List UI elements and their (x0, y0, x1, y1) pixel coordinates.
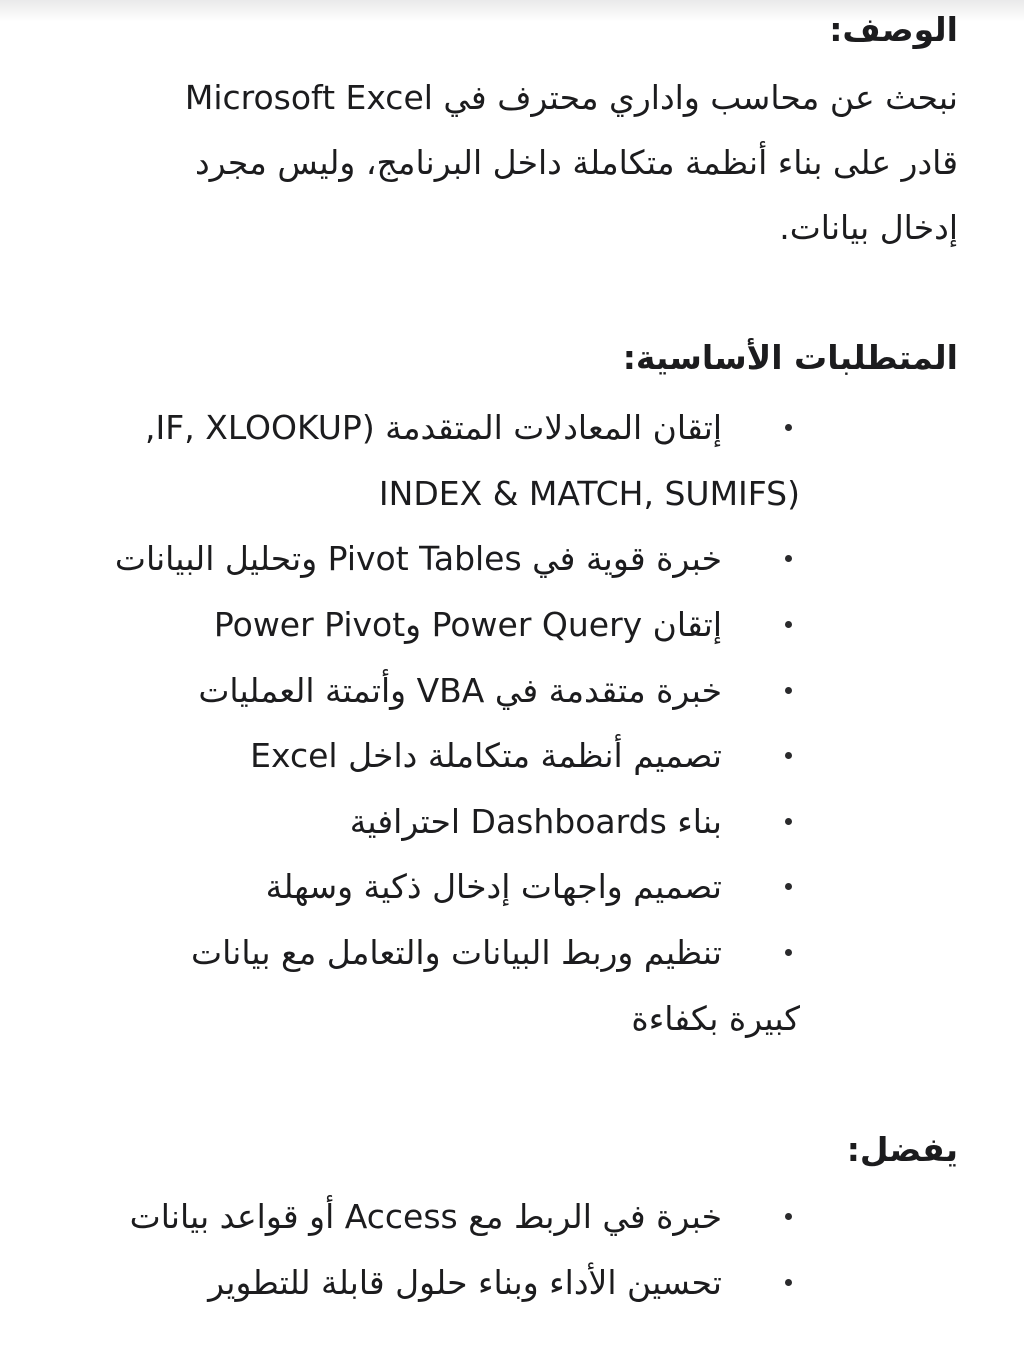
requirements-heading: المتطلبات الأساسية: (622, 338, 958, 377)
list-item (58, 537, 958, 581)
list-item-text: تنظيم وربط البيانات والتعامل مع بيانات (191, 933, 722, 972)
list-item (58, 865, 958, 909)
list-item (58, 669, 958, 713)
list-item (58, 931, 958, 975)
list-item-text: خبرة قوية في Pivot Tables وتحليل البيانات (114, 539, 722, 578)
preferred-heading: يفضل: (846, 1130, 958, 1169)
list-item-continuation: INDEX & MATCH, SUMIFS) (378, 474, 800, 513)
list-item (58, 800, 958, 844)
bullet-icon (785, 818, 792, 825)
bullet-icon (785, 621, 792, 628)
bullet-icon (785, 1279, 792, 1286)
list-item-continuation: كبيرة بكفاءة (631, 999, 800, 1038)
list-item-text: بناء Dashboards احترافية (349, 802, 722, 841)
description-line-3: إدخال بيانات. (779, 208, 958, 247)
list-item (58, 603, 958, 647)
bullet-icon (785, 687, 792, 694)
list-item (58, 406, 958, 450)
description-line-1: نبحث عن محاسب واداري محترف في Microsoft Excel (184, 78, 958, 117)
bullet-icon (785, 424, 792, 431)
bullet-icon (785, 883, 792, 890)
list-item-text: تحسين الأداء وبناء حلول قابلة للتطوير (208, 1263, 722, 1302)
list-item-text: خبرة في الربط مع Access أو قواعد بيانات (129, 1197, 722, 1236)
bullet-icon (785, 752, 792, 759)
bullet-icon (785, 949, 792, 956)
list-item-text: تصميم أنظمة متكاملة داخل Excel (250, 736, 722, 775)
list-item-text: إتقان Power Query وPower Pivot (213, 605, 722, 644)
bullet-icon (785, 555, 792, 562)
list-item (58, 734, 958, 778)
list-item (58, 1261, 958, 1305)
list-item-text: خبرة متقدمة في VBA وأتمتة العمليات (198, 671, 722, 710)
bullet-icon (785, 1213, 792, 1220)
list-item-text: إتقان المعادلات المتقدمة (IF, XLOOKUP, (145, 408, 722, 447)
list-item-text: تصميم واجهات إدخال ذكية وسهلة (265, 867, 722, 906)
description-line-2: قادر على بناء أنظمة متكاملة داخل البرنامج، وليس مجرد (194, 143, 958, 182)
list-item (58, 1195, 958, 1239)
description-heading: الوصف: (829, 10, 958, 49)
